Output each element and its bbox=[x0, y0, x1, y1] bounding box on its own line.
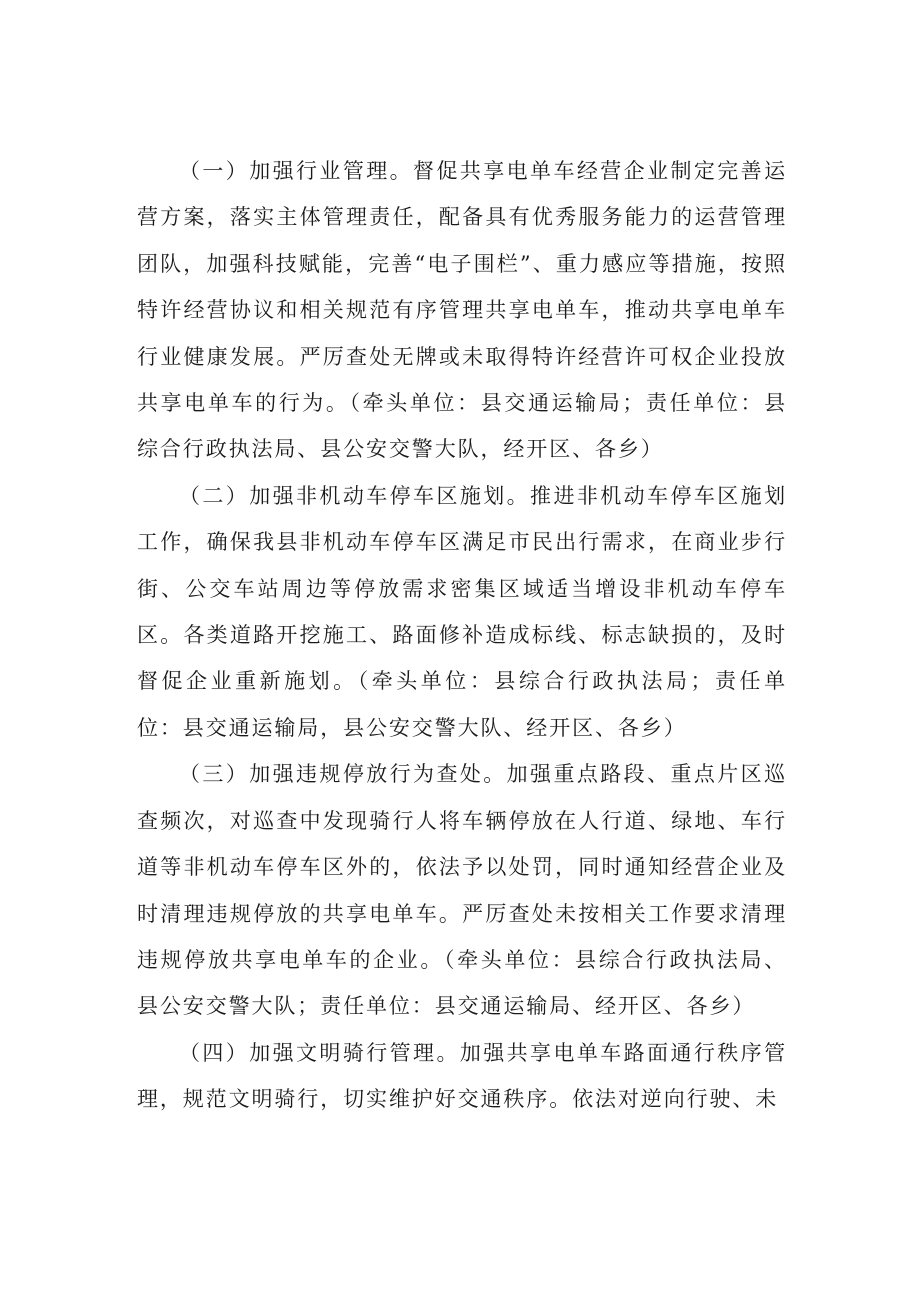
paragraph-industry-management: （一）加强行业管理。督促共享电单车经营企业制定完善运营方案，落实主体管理责任，配备具有优秀服务能力的运营管理团队，加强科技赋能，完善“电子围栏”、重力感应等措施，按照特许经营协议和相关规范有序管理共享电单车，推动共享电单车行业健康发展。严厉查处无牌或未取得特许经营许可权企业投放共享电单车的行为。（牵头单位：县交通运输局；责任单位：县综合行政执法局、县公安交警大队，经开区、各乡） bbox=[137, 159, 787, 462]
paragraph-civilized-riding: （四）加强文明骑行管理。加强共享电单车路面通行秩序管理，规范文明骑行，切实维护好交通秩序。依法对逆向行驶、未 bbox=[137, 1040, 787, 1112]
document-body bbox=[137, 148, 787, 1123]
paragraph-illegal-parking-enforcement: （三）加强违规停放行为查处。加强重点路段、重点片区巡查频次，对巡查中发现骑行人将车辆停放在人行道、绿地、车行道等非机动车停车区外的，依法予以处罚，同时通知经营企业及时清理违规停放的共享电单车。严厉查处未按相关工作要求清理违规停放共享电单车的企业。（牵头单位：县综合行政执法局、县公安交警大队；责任单位：县交通运输局、经开区、各乡） bbox=[137, 762, 787, 1019]
paragraph-parking-zone-marking: （二）加强非机动车停车区施划。推进非机动车停车区施划工作，确保我县非机动车停车区满足市民出行需求，在商业步行街、公交车站周边等停放需求密集区域适当增设非机动车停车区。各类道路开挖施工、路面修补造成标线、标志缺损的，及时督促企业重新施划。（牵头单位：县综合行政执法局；责任单位：县交通运输局，县公安交警大队、经开区、各乡） bbox=[137, 483, 787, 740]
